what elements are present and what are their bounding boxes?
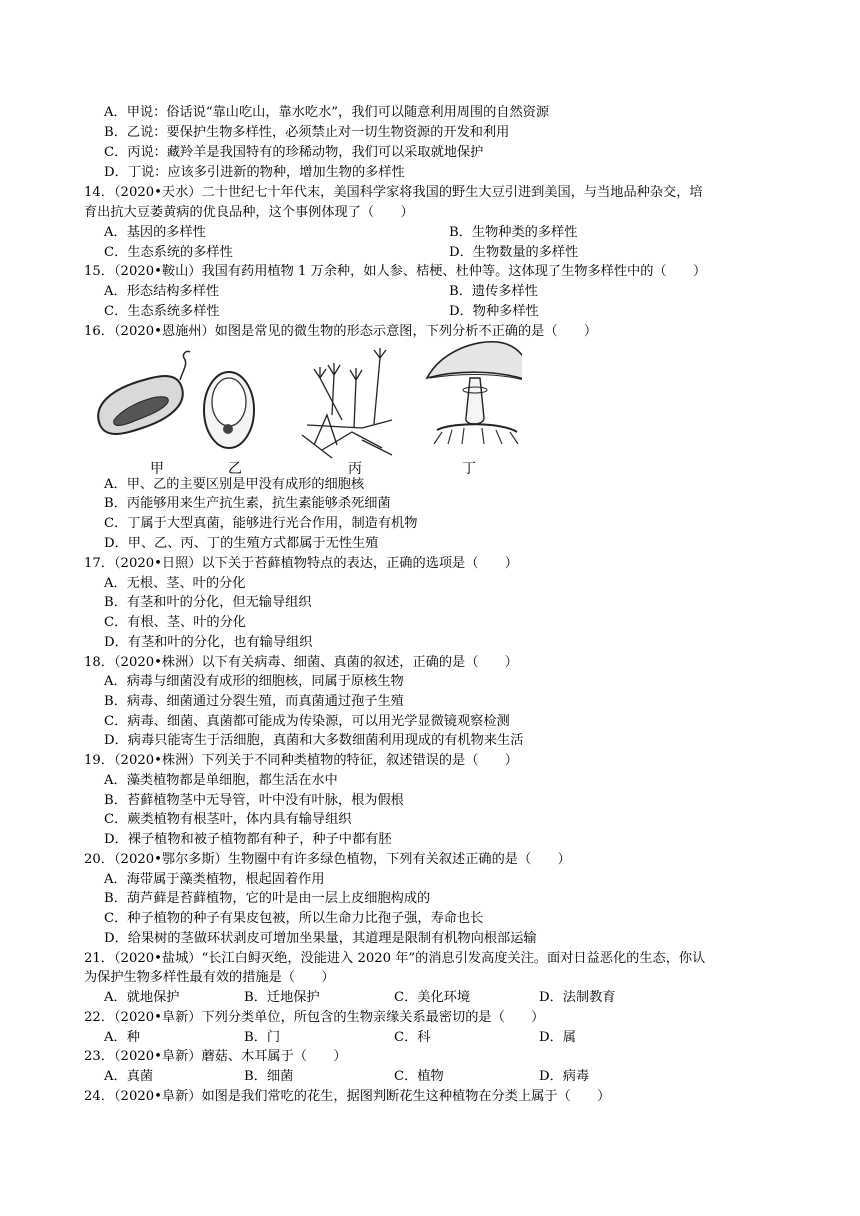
q13-option-c: C．丙说：藏羚羊是我国特有的珍稀动物，我们可以采取就地保护 [104, 145, 484, 160]
q18-option-a: A．病毒与细菌没有成形的细胞核，同属于原核生物 [104, 674, 404, 689]
q19-option-c: C．蕨类植物有根茎叶，体内具有输导组织 [104, 812, 352, 827]
q21-option-b: B．迁地保护 [244, 990, 320, 1005]
q18-option-c: C．病毒、细菌、真菌都可能成为传染源，可以用光学显微镜观察检测 [104, 714, 510, 729]
q18-option-b: B．病毒、细菌通过分裂生殖，而真菌通过孢子生殖 [104, 694, 404, 709]
q20-option-b: B．葫芦藓是苔藓植物，它的叶是由一层上皮细胞构成的 [104, 891, 431, 906]
q18-option-d: D．病毒只能寄生于活细胞，真菌和大多数细菌利用现成的有机物来生活 [104, 733, 524, 748]
q24-stem: 24．（2020•阜新）如图是我们常吃的花生，据图判断花生这种植物在分类上属于（ ） [84, 1089, 611, 1104]
q14-option-c: C．生态系统的多样性 [104, 245, 233, 260]
q21-stem-line1: 21．（2020•盐城）“长江白鲟灭绝，没能进入 2020 年”的消息引发高度关注。面对日益恶化的生态，你认 [84, 951, 706, 966]
q17-option-c: C．有根、茎、叶的分化 [104, 615, 246, 630]
figure-label-jia: 甲 [150, 461, 164, 477]
q16-option-b: B．丙能够用来生产抗生素，抗生素能够杀死细菌 [104, 496, 391, 511]
mushroom-drawing [427, 342, 522, 444]
q20-option-c: C．种子植物的种子有果皮包被，所以生命力比孢子强，寿命也长 [104, 911, 484, 926]
q16-stem: 16．（2020•恩施州）如图是常见的微生物的形态示意图，下列分析不正确的是（ ） [84, 324, 598, 339]
q17-option-b: B．有茎和叶的分化，但无输导组织 [104, 595, 312, 610]
mold-drawing [302, 348, 392, 458]
bacterium-drawing [98, 351, 190, 434]
q19-option-b: B．苔藓植物茎中无导管，叶中没有叶脉，根为假根 [104, 793, 404, 808]
q23-option-c: C．植物 [394, 1069, 444, 1084]
q23-option-a: A．真菌 [104, 1069, 154, 1084]
q21-option-c: C．美化环境 [394, 990, 471, 1005]
q22-stem: 22．（2020•阜新）下列分类单位，所包含的生物亲缘关系最密切的是（ ） [84, 1010, 545, 1025]
q14-stem-line2: 育出抗大豆萎黄病的优良品种，这个事例体现了（ ） [84, 205, 414, 220]
q19-stem: 19．（2020•株洲）下列关于不同种类植物的特征，叙述错误的是（ ） [84, 753, 518, 768]
q19-option-d: D．裸子植物和被子植物都有种子，种子中都有胚 [104, 832, 392, 847]
q22-option-a: A．种 [104, 1030, 140, 1045]
q13-option-b: B．乙说：要保护生物多样性，必须禁止对一切生物资源的开发和利用 [104, 125, 510, 140]
q17-option-a: A．无根、茎、叶的分化 [104, 576, 246, 591]
q13-option-a: A．甲说：俗话说“靠山吃山，靠水吃水”，我们可以随意利用周围的自然资源 [104, 105, 550, 120]
figure-label-bing: 丙 [348, 461, 362, 477]
q14-option-d: D．生物数量的多样性 [449, 245, 579, 260]
q20-option-a: A．海带属于藻类植物，根起固着作用 [104, 872, 325, 887]
q21-option-a: A．就地保护 [104, 990, 180, 1005]
q23-stem: 23．（2020•阜新）蘑菇、木耳属于（ ） [84, 1049, 347, 1064]
q18-stem: 18．（2020•株洲）以下有关病毒、细菌、真菌的叙述，正确的是（ ） [84, 655, 518, 670]
q15-stem: 15．（2020•鞍山）我国有药用植物 1 万余种，如人参、桔梗、杜仲等。这体现了生物多样性中的（ ） [84, 264, 707, 279]
q14-stem-line1: 14．（2020•天水）二十世纪七十年代末，美国科学家将我国的野生大豆引进到美国，与当地品种杂交，培 [84, 185, 703, 200]
q20-stem: 20．（2020•鄂尔多斯）生物圈中有许多绿色植物，下列有关叙述正确的是（ ） [84, 852, 571, 867]
q15-option-c: C．生态系统多样性 [104, 304, 220, 319]
microbe-figure [92, 340, 522, 475]
q17-option-d: D．有茎和叶的分化，也有输导组织 [104, 635, 313, 650]
q15-option-a: A．形态结构多样性 [104, 284, 220, 299]
q22-option-c: C．科 [394, 1030, 431, 1045]
microbe-illustration [92, 340, 522, 460]
q16-option-c: C．丁属于大型真菌，能够进行光合作用，制造有机物 [104, 516, 418, 531]
figure-label-yi: 乙 [228, 461, 242, 477]
q21-stem-line2: 为保护生物多样性最有效的措施是（ ） [84, 970, 335, 985]
q15-option-b: B．遗传多样性 [449, 284, 538, 299]
q21-option-d: D．法制教育 [539, 990, 616, 1005]
q17-stem: 17．（2020•日照）以下关于苔藓植物特点的表达，正确的选项是（ ） [84, 556, 518, 571]
q16-option-a: A．甲、乙的主要区别是甲没有成形的细胞核 [104, 477, 365, 492]
q19-option-a: A．藻类植物都是单细胞，都生活在水中 [104, 773, 338, 788]
q23-option-d: D．病毒 [539, 1069, 590, 1084]
q16-option-d: D．甲、乙、丙、丁的生殖方式都属于无性生殖 [104, 536, 379, 551]
q22-option-b: B．门 [244, 1030, 281, 1045]
q13-option-d: D．丁说：应该多引进新的物种，增加生物的多样性 [104, 165, 405, 180]
q14-option-b: B．生物种类的多样性 [449, 225, 578, 240]
q20-option-d: D．给果树的茎做环状剥皮可增加坐果量，其道理是限制有机物向根部运输 [104, 931, 537, 946]
q22-option-d: D．属 [539, 1030, 576, 1045]
figure-label-ding: 丁 [462, 461, 476, 477]
q14-option-a: A．基因的多样性 [104, 225, 206, 240]
yeast-drawing [204, 372, 254, 448]
q23-option-b: B．细菌 [244, 1069, 294, 1084]
q15-option-d: D．物种多样性 [449, 304, 539, 319]
